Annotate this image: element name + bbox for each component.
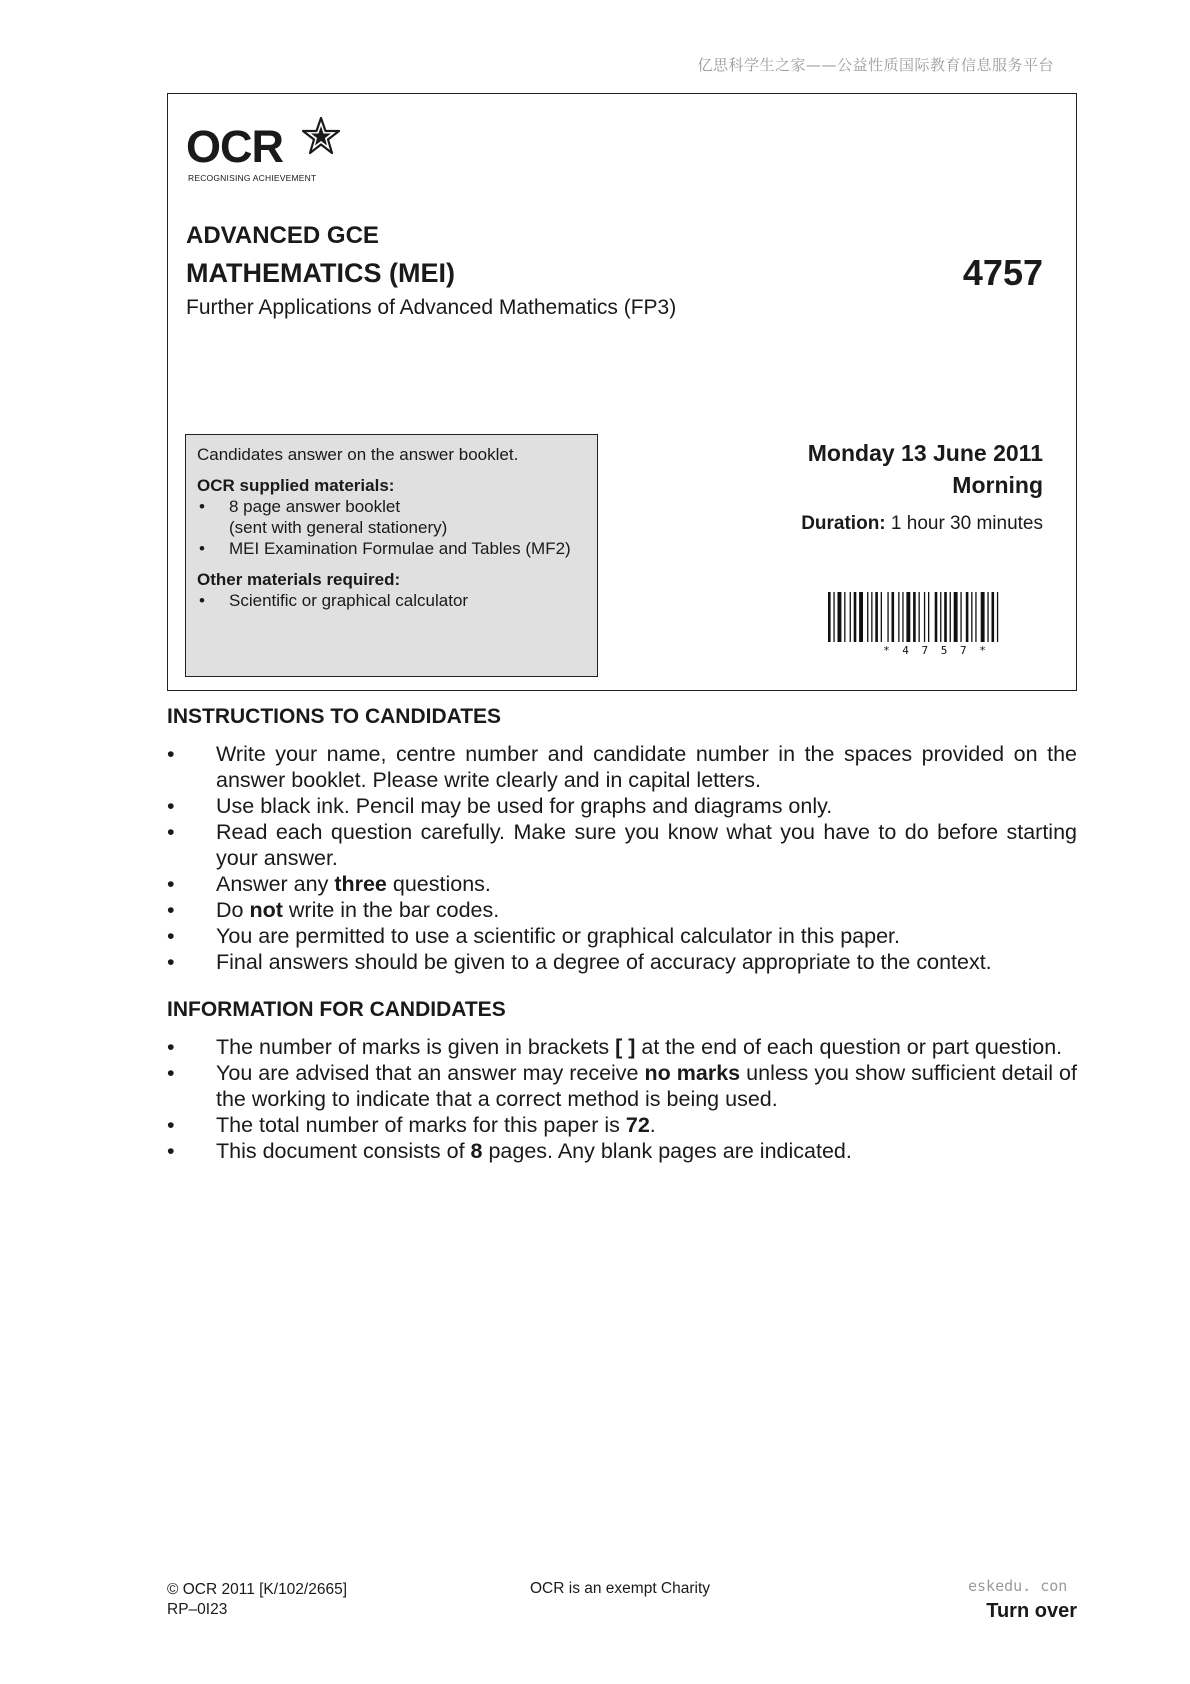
list-item: • Do not write in the bar codes. (167, 897, 1077, 923)
exam-session: Morning (952, 472, 1043, 498)
unit-title: Further Applications of Advanced Mathematics (FP3) (186, 296, 677, 319)
turn-over-text: Turn over (986, 1600, 1077, 1622)
barcode-bar (902, 592, 903, 642)
barcode-text: * 4 7 5 7 * (883, 644, 989, 656)
top-watermark: 亿思科学生之家——公益性质国际教育信息服务平台 (697, 56, 1054, 74)
charity-text: OCR is an exempt Charity (530, 1580, 711, 1597)
barcode-bar (981, 592, 985, 642)
barcode-bar (844, 592, 845, 642)
barcode-bar (919, 592, 920, 642)
logo-tagline: RECOGNISING ACHIEVEMENT (188, 173, 317, 183)
subject-title: MATHEMATICS (MEI) (186, 258, 455, 288)
barcode-bar (966, 592, 969, 642)
duration-label: Duration: (801, 513, 886, 534)
other-materials-list (197, 590, 586, 611)
list-item: • Scientific or graphical calculator (197, 590, 586, 611)
star-icon (298, 116, 344, 158)
materials-box (185, 434, 598, 677)
barcode-bar (859, 592, 863, 642)
barcode-bar (944, 592, 947, 642)
unit-code: 4757 (962, 252, 1043, 293)
barcode-bar (887, 592, 888, 642)
exam-date-block (801, 437, 1043, 535)
list-item: • The total number of marks for this paper is 72. (167, 1112, 1077, 1138)
duration-value: 1 hour 30 minutes (890, 513, 1043, 534)
barcode-bar (875, 592, 878, 642)
footer-copyright (167, 1580, 347, 1620)
barcode-bar (940, 592, 941, 642)
answer-on-text: Candidates answer on the answer booklet. (197, 445, 519, 464)
other-materials-heading: Other materials required: (197, 570, 401, 589)
barcode-bar (992, 592, 995, 642)
list-item: • The number of marks is given in brackets [ ] at the end of each question or part question. (167, 1034, 1077, 1060)
list-item: • You are advised that an answer may receive no marks unless you show sufficient detail of the working to indicate that a correct method is being used. (167, 1060, 1077, 1112)
barcode-bar (950, 592, 951, 642)
barcode-bar (997, 592, 998, 642)
reference-code: RP–0I23 (167, 1601, 228, 1618)
barcode-bar (975, 592, 976, 642)
instructions-list (167, 741, 1077, 975)
list-item: • MEI Examination Formulae and Tables (MF2) (197, 538, 586, 559)
barcode-bar (854, 592, 857, 642)
information-heading: INFORMATION FOR CANDIDATES (167, 998, 506, 1021)
barcode-bar (954, 592, 958, 642)
barcode-bar (906, 592, 910, 642)
barcode-bar (928, 592, 929, 642)
information-list (167, 1034, 1077, 1164)
barcode-bar (987, 592, 988, 642)
list-item: • Final answers should be given to a degree of accuracy appropriate to the context. (167, 949, 1077, 975)
list-item: • Use black ink. Pencil may be used for graphs and diagrams only. (167, 793, 1077, 819)
barcode-bar (924, 592, 925, 642)
list-item: • This document consists of 8 pages. Any blank pages are indicated. (167, 1138, 1077, 1164)
exam-date: Monday 13 June 2011 (807, 440, 1043, 466)
barcode-bar (898, 592, 899, 642)
barcode-bar (892, 592, 895, 642)
list-item: • Read each question carefully. Make sure you know what you have to do before starting your answer. (167, 819, 1077, 871)
exam-duration (801, 513, 1043, 535)
list-item: • You are permitted to use a scientific or graphical calculator in this paper. (167, 923, 1077, 949)
qualification-level: ADVANCED GCE (186, 222, 379, 249)
barcode-bar (913, 592, 916, 642)
supplied-materials-heading: OCR supplied materials: (197, 476, 395, 495)
list-item: • Answer any three questions. (167, 871, 1077, 897)
barcode-bar (960, 592, 961, 642)
barcode-bar (867, 592, 868, 642)
barcode-bar (828, 592, 831, 642)
barcode-bar (833, 592, 834, 642)
barcode-bar (838, 592, 842, 642)
instructions-heading: INSTRUCTIONS TO CANDIDATES (167, 705, 502, 728)
list-item: • Write your name, centre number and candidate number in the spaces provided on the answer booklet. Please write clearly and in capital letters. (167, 741, 1077, 793)
list-item: • 8 page answer booklet (sent with general stationery) (197, 496, 586, 538)
barcode-bar (881, 592, 882, 642)
barcode-bar (871, 592, 872, 642)
footer-watermark: eskedu. con (968, 1577, 1068, 1595)
supplied-materials-list (197, 496, 586, 559)
barcode (828, 592, 1044, 656)
logo-word: OCR (186, 121, 283, 172)
barcode-bar (850, 592, 851, 642)
ocr-logo (186, 116, 346, 186)
barcode-bar (935, 592, 938, 642)
cover-box (167, 93, 1077, 691)
barcode-bar (971, 592, 972, 642)
copyright-text: © OCR 2011 [K/102/2665] (167, 1581, 348, 1598)
